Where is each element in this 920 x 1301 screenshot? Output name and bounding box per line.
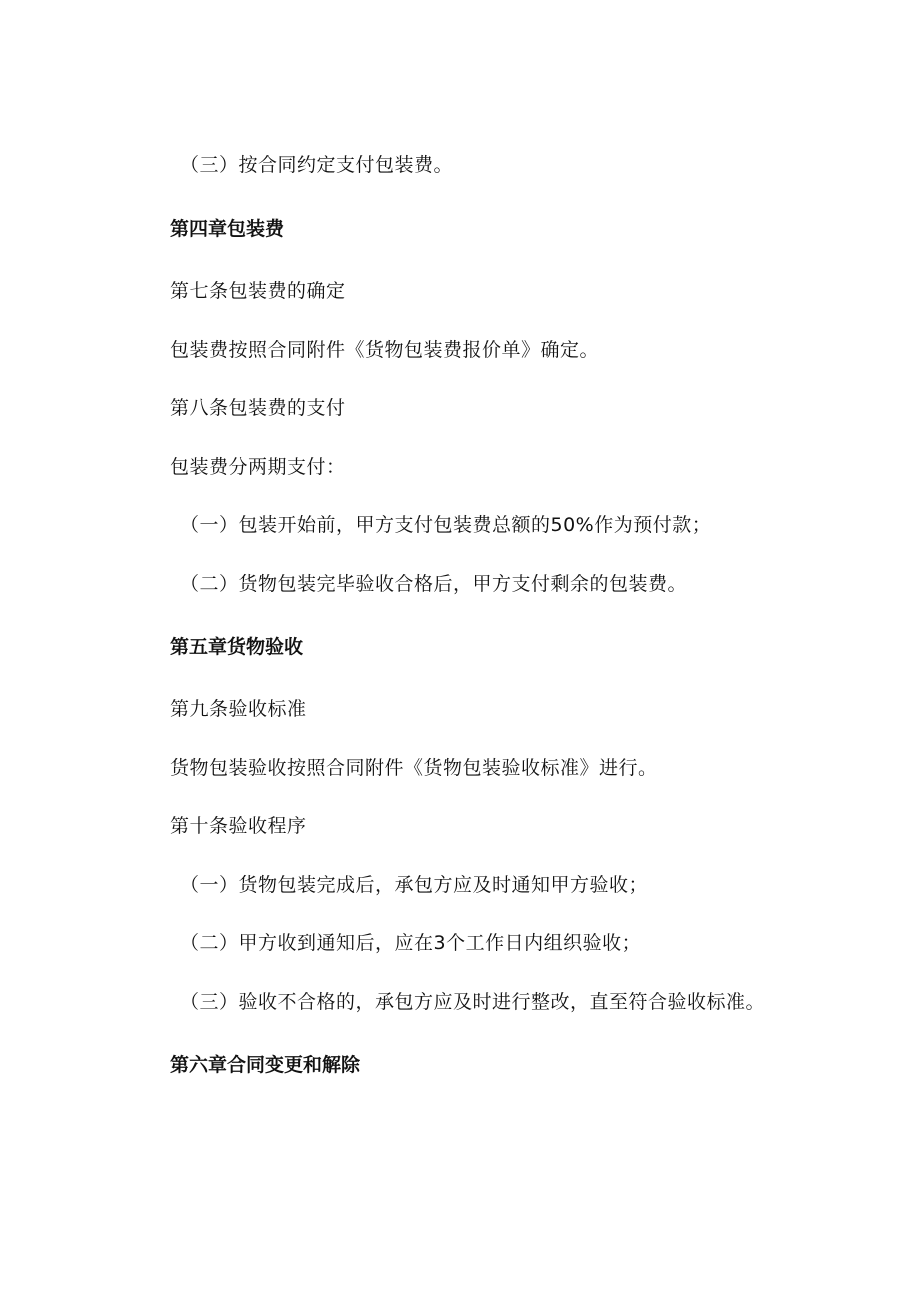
article-9-body: 货物包装验收按照合同附件《货物包装验收标准》进行。	[170, 757, 658, 779]
article-8-body: 包装费分两期支付：	[170, 456, 346, 478]
article-10-heading: 第十条验收程序	[170, 815, 307, 837]
chapter-5-heading: 第五章货物验收	[170, 636, 304, 658]
chapter-4-heading: 第四章包装费	[170, 218, 285, 240]
article-7-body: 包装费按照合同附件《货物包装费报价单》确定。	[170, 339, 600, 361]
article-7-heading: 第七条包装费的确定	[170, 280, 346, 302]
article-8-heading: 第八条包装费的支付	[170, 397, 346, 419]
article-9-heading: 第九条验收标准	[170, 698, 307, 720]
article-8-item-1: （一）包装开始前，甲方支付包装费总额的50%作为预付款；	[180, 514, 712, 536]
article-8-item-2: （二）货物包装完毕验收合格后，甲方支付剩余的包装费。	[180, 573, 688, 595]
article-10-item-1: （一）货物包装完成后，承包方应及时通知甲方验收；	[180, 874, 649, 896]
chapter-6-heading: 第六章合同变更和解除	[170, 1054, 361, 1076]
clause-item-3-payment: （三）按合同约定支付包装费。	[180, 154, 454, 176]
article-10-item-2: （二）甲方收到通知后，应在3个工作日内组织验收；	[180, 932, 642, 954]
article-10-item-3: （三）验收不合格的，承包方应及时进行整改，直至符合验收标准。	[180, 991, 766, 1013]
